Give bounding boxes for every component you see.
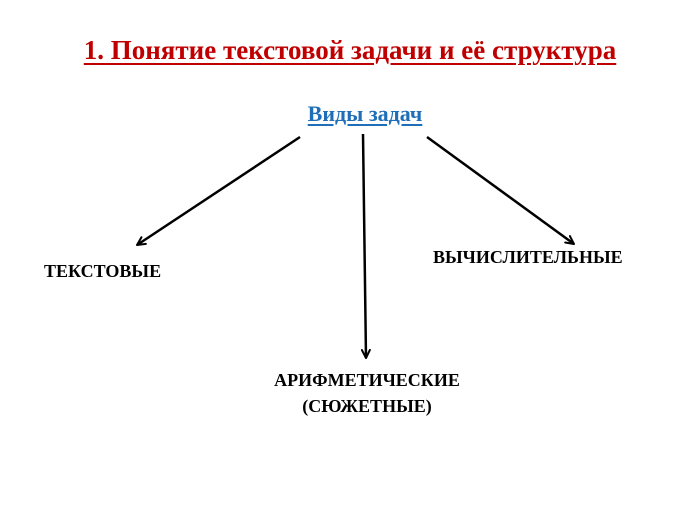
arrow-to-right (427, 137, 574, 244)
node-textual-label: ТЕКСТОВЫЕ (44, 261, 162, 281)
node-computational-label: ВЫЧИСЛИТЕЛЬНЫЕ (433, 247, 623, 267)
node-arithmetic-line2: (СЮЖЕТНЫЕ) (302, 396, 432, 416)
node-computational (433, 244, 623, 270)
slide-title-text: 1. Понятие текстовой задачи и её структура (83, 35, 617, 65)
node-arithmetic-line1: АРИФМЕТИЧЕСКИЕ (274, 370, 460, 390)
node-arithmetic (236, 367, 498, 419)
diagram-root-text: Виды задач (307, 101, 423, 126)
arrow-to-left (137, 137, 300, 245)
arrow-to-bottom (363, 134, 366, 358)
node-textual (44, 258, 161, 284)
